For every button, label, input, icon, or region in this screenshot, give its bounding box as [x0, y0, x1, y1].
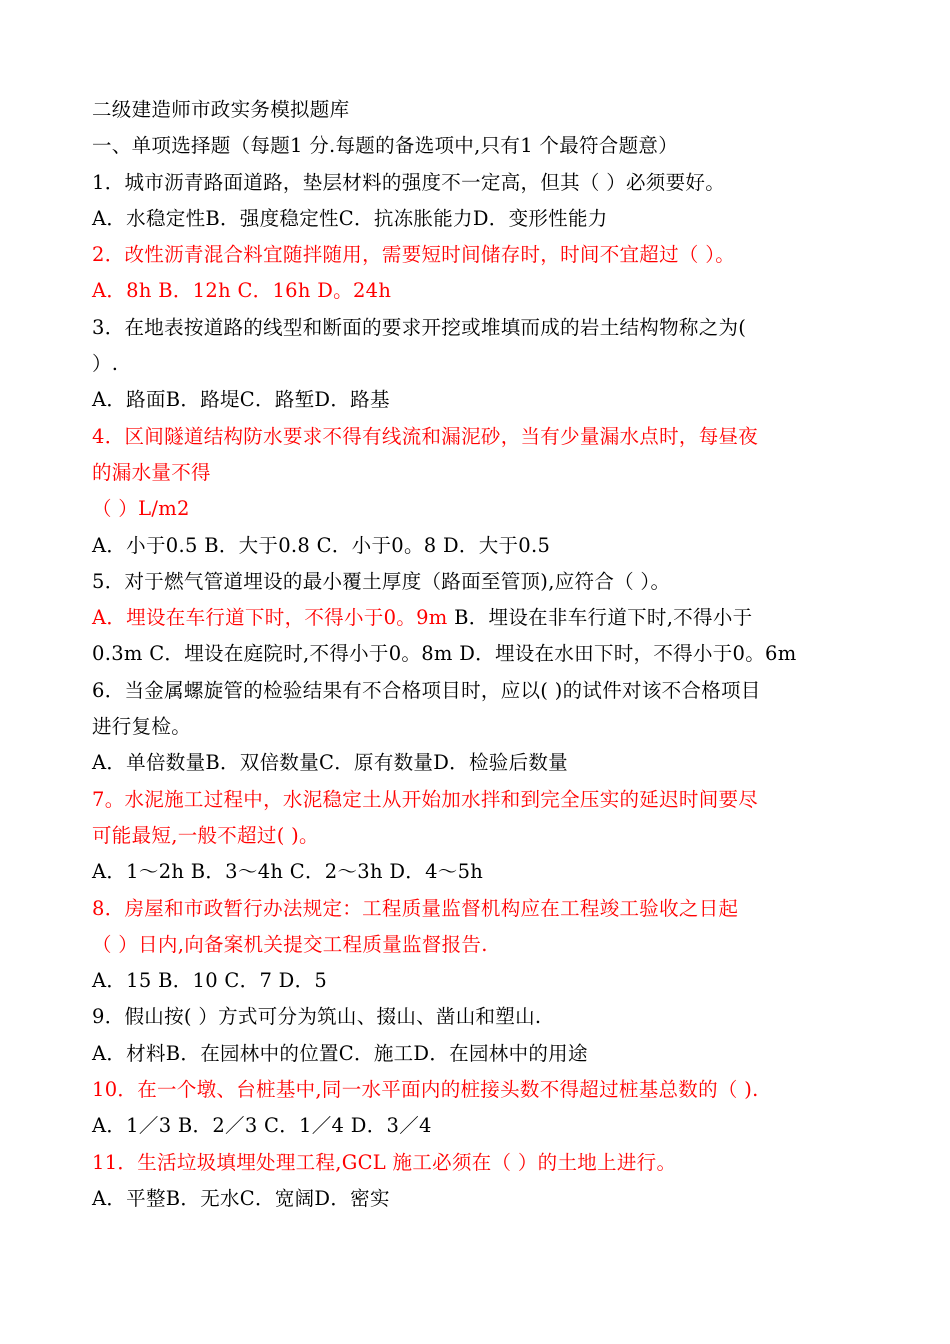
text-line: [92, 999, 872, 1035]
text-segment: A．水稳定性B．强度稳定性C．抗冻胀能力D．变形性能力: [92, 206, 608, 230]
text-line: [92, 128, 872, 164]
text-line: [92, 818, 872, 854]
text-segment: （ ）日内,向备案机关提交工程质量监督报告.: [92, 932, 488, 956]
text-line: [92, 564, 872, 600]
text-line: [92, 382, 872, 418]
text-segment: 0.3m C．埋设在庭院时,不得小于0。8m D．埋设在水田下时，不得小于0。6m: [92, 642, 797, 666]
document-body: [92, 92, 872, 1217]
text-segment: 10．在一个墩、台桩基中,同一水平面内的桩接头数不得超过桩基总数的（ ).: [92, 1078, 759, 1102]
text-line: [92, 1036, 872, 1072]
text-line: [92, 963, 872, 999]
text-segment: 8．房屋和市政暂行办法规定：工程质量监督机构应在工程竣工验收之日起: [92, 896, 739, 920]
text-segment: A．1／3 B．2／3 C．1／4 D．3／4: [92, 1114, 432, 1138]
text-segment: 2．改性沥青混合料宜随拌随用，需要短时间储存时，时间不宜超过（ ）。: [92, 243, 736, 267]
text-segment: A．路面B．路堤C．路堑D．路基: [92, 388, 390, 412]
text-segment: 11．生活垃圾填埋处理工程,GCL 施工必须在（ ）的土地上进行。: [92, 1150, 677, 1174]
text-line: [92, 310, 872, 346]
text-segment: A．材料B．在园林中的位置C．施工D．在园林中的用途: [92, 1041, 588, 1065]
text-segment: 进行复检。: [92, 715, 192, 739]
text-line: [92, 1181, 872, 1217]
text-line: [92, 455, 872, 491]
text-segment: 6．当金属螺旋管的检验结果有不合格项目时，应以( )的试件对该不合格项目: [92, 678, 761, 702]
text-segment: A．小于0.5 B．大于0.8 C．小于0。8 D．大于0.5: [92, 533, 551, 557]
text-segment: A．单倍数量B．双倍数量C．原有数量D．检验后数量: [92, 751, 568, 775]
text-line: [92, 600, 872, 636]
text-segment: 一、单项选择题（每题1 分.每题的备选项中,只有1 个最符合题意）: [92, 134, 679, 158]
text-line: [92, 165, 872, 201]
text-segment: 7。水泥施工过程中，水泥稳定土从开始加水拌和到完全压实的延迟时间要尽: [92, 787, 759, 811]
text-segment: A．埋设在车行道下时，不得小于0。9m: [92, 606, 455, 630]
text-segment: 9．假山按( ）方式可分为筑山、掇山、凿山和塑山.: [92, 1005, 542, 1029]
text-segment: A．8h B．12h C．16h D。24h: [92, 279, 392, 303]
text-segment: A．1～2h B．3～4h C．2～3h D．4～5h: [92, 860, 484, 884]
text-line: [92, 273, 872, 309]
text-segment: A．15 B．10 C．7 D．5: [92, 969, 328, 993]
text-line: [92, 92, 872, 128]
text-segment: ）.: [92, 352, 119, 376]
text-line: [92, 782, 872, 818]
text-line: [92, 1145, 872, 1181]
text-line: [92, 673, 872, 709]
text-segment: 二级建造师市政实务模拟题库: [92, 98, 350, 121]
text-line: [92, 1072, 872, 1108]
text-line: [92, 636, 872, 672]
text-line: [92, 709, 872, 745]
text-line: [92, 1108, 872, 1144]
text-segment: 5．对于燃气管道埋设的最小覆土厚度（路面至管顶),应符合（ ）。: [92, 569, 671, 593]
text-line: [92, 891, 872, 927]
text-segment: A．平整B．无水C．宽阔D．密实: [92, 1186, 390, 1210]
text-segment: 3．在地表按道路的线型和断面的要求开挖或堆填而成的岩土结构物称之为(: [92, 315, 747, 339]
text-line: [92, 237, 872, 273]
text-line: [92, 745, 872, 781]
text-line: [92, 528, 872, 564]
text-line: [92, 419, 872, 455]
text-segment: 4．区间隧道结构防水要求不得有线流和漏泥砂，当有少量漏水点时，每昼夜: [92, 424, 759, 448]
text-line: [92, 346, 872, 382]
text-segment: （ ）L/m2: [92, 497, 190, 521]
text-segment: 可能最短,一般不超过( )。: [92, 823, 319, 847]
text-segment: 的漏水量不得: [92, 460, 211, 484]
text-line: [92, 927, 872, 963]
text-line: [92, 201, 872, 237]
text-line: [92, 854, 872, 890]
text-line: [92, 491, 872, 527]
text-segment: B．埋设在非车行道下时,不得小于: [454, 606, 753, 630]
text-segment: 1．城市沥青路面道路，垫层材料的强度不一定高，但其（ ）必须要好。: [92, 170, 726, 194]
